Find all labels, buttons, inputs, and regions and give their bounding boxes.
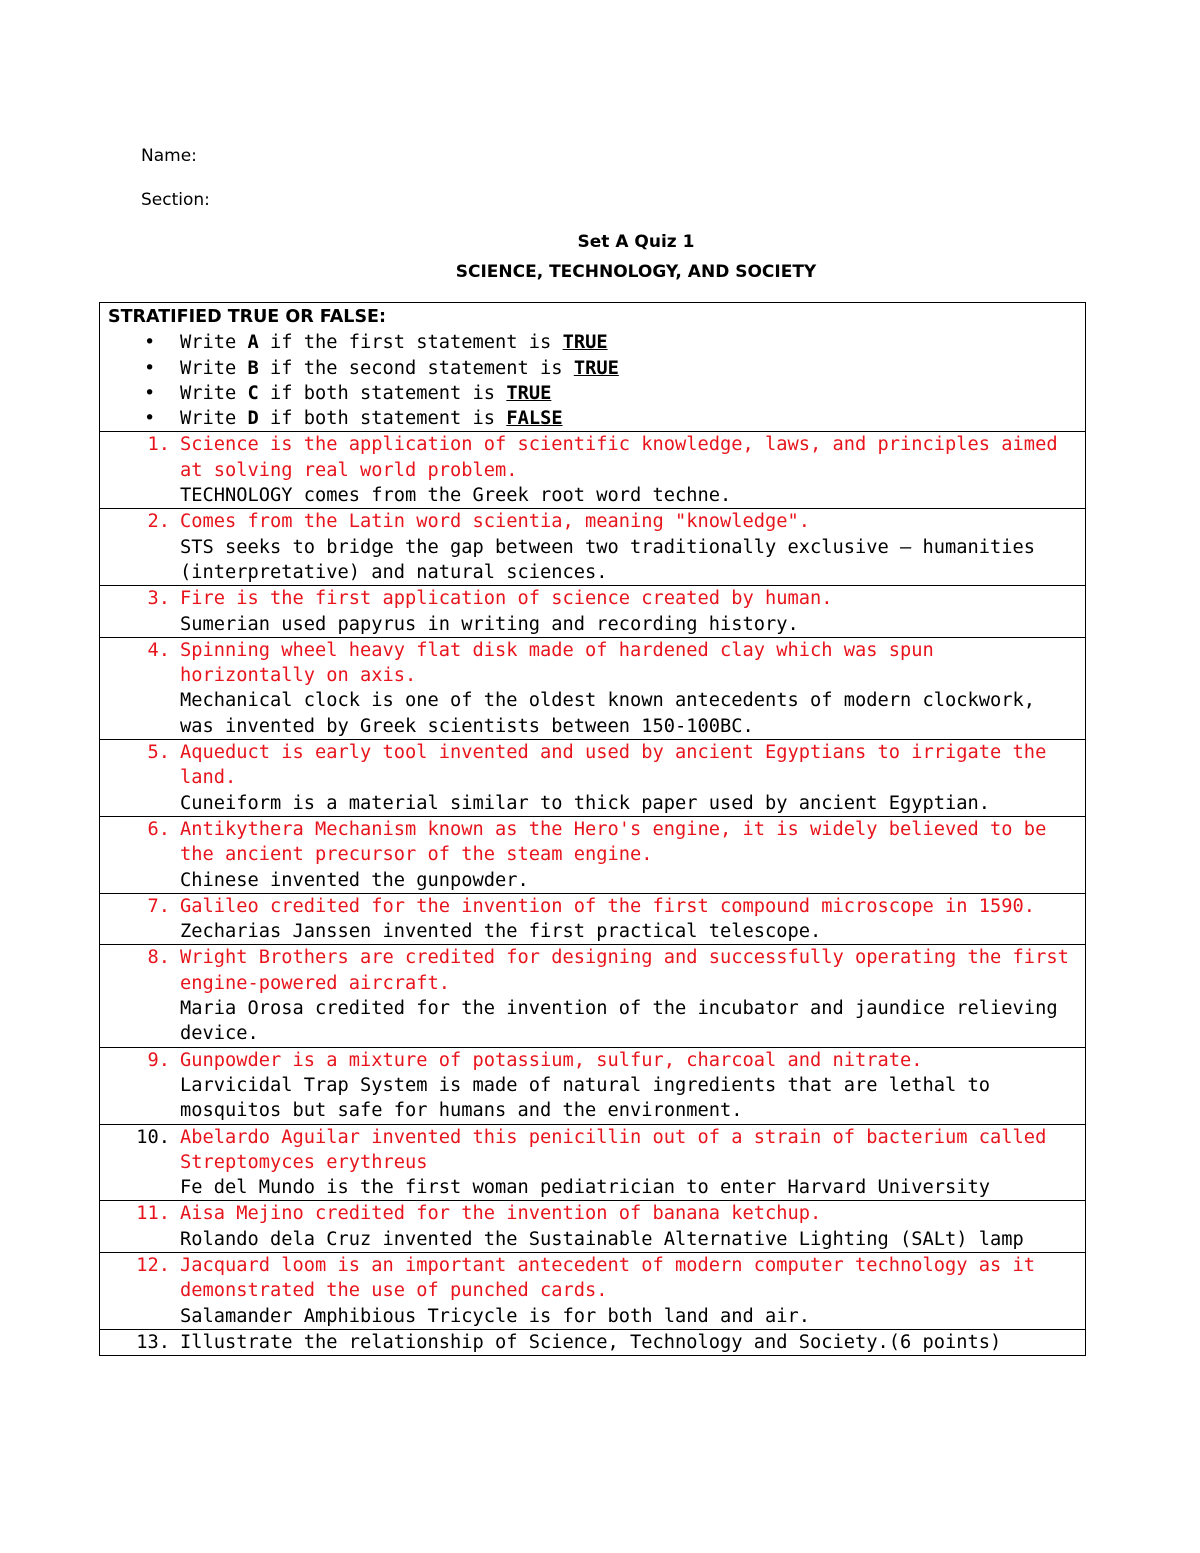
second-statement: Zecharias Janssen invented the first practical telescope. <box>180 921 822 943</box>
question-cell <box>100 893 1086 945</box>
instruction-text: if both statement is <box>258 382 507 404</box>
second-statement: Chinese invented the gunpowder. <box>180 869 529 891</box>
instruction-item <box>144 381 1079 406</box>
question-cell <box>100 1124 1086 1201</box>
question-number: 11. <box>136 1203 170 1225</box>
first-statement: Galileo credited for the invention of the first compound microscope in 1590. <box>180 895 1036 917</box>
second-statement: Cuneiform is a material similar to thick paper used by ancient Egyptian. <box>180 792 991 814</box>
instruction-text: Write <box>180 382 248 404</box>
quiz-title: Set A Quiz 1 <box>577 232 695 252</box>
question-item <box>108 432 1079 508</box>
question-cell <box>100 509 1086 586</box>
question-number: 6. <box>147 818 170 840</box>
bullet-icon: • <box>144 408 156 430</box>
instruction-keyword: TRUE <box>506 382 552 404</box>
question-number: 5. <box>147 742 170 764</box>
question-item <box>108 1125 1079 1201</box>
second-statement: Sumerian used papyrus in writing and recording history. <box>180 613 799 635</box>
question-row <box>100 509 1086 586</box>
instruction-item <box>144 356 1079 381</box>
instruction-text: Write <box>180 357 248 379</box>
question-cell <box>100 1047 1086 1124</box>
question-number: 12. <box>136 1254 170 1276</box>
question-cell <box>100 740 1086 817</box>
question-item <box>108 586 1079 637</box>
first-statement: Science is the application of scientific knowledge, laws, and principles aimed at solving real world problem. <box>180 434 1058 481</box>
second-statement: Fe del Mundo is the first woman pediatrician to enter Harvard University <box>180 1177 991 1199</box>
question-cell <box>100 1252 1086 1329</box>
instruction-keyword: TRUE <box>573 357 619 379</box>
first-statement: Aisa Mejino credited for the invention of banana ketchup. <box>180 1203 822 1225</box>
second-statement: Maria Orosa credited for the invention of the incubator and jaundice relieving device. <box>180 998 1058 1045</box>
instructions-heading: STRATIFIED TRUE OR FALSE: <box>108 307 387 327</box>
question-item <box>108 638 1079 739</box>
bullet-icon: • <box>144 382 156 404</box>
question-cell <box>100 637 1086 739</box>
question-number: 1. <box>147 434 170 456</box>
name-label: Name: <box>141 146 197 166</box>
question-item <box>108 740 1079 816</box>
second-statement: TECHNOLOGY comes from the Greek root word techne. <box>180 485 732 507</box>
instruction-item <box>144 406 1079 431</box>
question-number: 13. <box>136 1331 170 1353</box>
question-cell <box>100 586 1086 638</box>
question-number: 4. <box>147 639 170 661</box>
question-row <box>100 816 1086 893</box>
first-statement: Abelardo Aguilar invented this penicillin out of a strain of bacterium called Streptomyces erythreus <box>180 1126 1047 1173</box>
bullet-icon: • <box>144 357 156 379</box>
instructions-cell <box>100 303 1086 432</box>
question-row <box>100 586 1086 638</box>
second-statement: Larvicidal Trap System is made of natural ingredients that are lethal to mosquitos but safe for humans and the environment. <box>180 1074 991 1122</box>
second-statement: Mechanical clock is one of the oldest known antecedents of modern clockwork, was invented by Greek scientists between 150-100BC. <box>180 690 1036 737</box>
first-statement: Jacquard loom is an important antecedent of modern computer technology as it demonstrated the use of punched cards. <box>180 1254 1036 1302</box>
final-question-item <box>108 1330 1079 1355</box>
question-row <box>100 1047 1086 1124</box>
first-statement: Spinning wheel heavy flat disk made of hardened clay which was spun horizontally on axis. <box>180 639 934 687</box>
instruction-keyword: TRUE <box>562 332 608 354</box>
instruction-letter: C <box>247 382 259 404</box>
first-statement: Comes from the Latin word scientia, meaning "knowledge". <box>180 511 811 533</box>
question-number: 9. <box>147 1049 170 1071</box>
question-cell <box>100 1201 1086 1253</box>
question-number: 2. <box>147 511 170 533</box>
question-item <box>108 1048 1079 1124</box>
final-question-row <box>100 1329 1086 1355</box>
question-item <box>108 1253 1079 1329</box>
question-number: 7. <box>147 895 170 917</box>
second-statement: STS seeks to bridge the gap between two traditionally exclusive – humanities (interpretative) and natural sciences. <box>180 536 1036 583</box>
question-item <box>108 1201 1079 1252</box>
instruction-text: if both statement is <box>258 408 507 430</box>
instruction-letter: A <box>247 332 259 354</box>
question-row <box>100 1252 1086 1329</box>
instruction-letter: B <box>247 357 259 379</box>
bullet-icon: • <box>144 332 156 354</box>
question-item <box>108 817 1079 893</box>
final-question-text: Illustrate the relationship of Science, Technology and Society.(6 points) <box>180 1331 1002 1353</box>
first-statement: Gunpowder is a mixture of potassium, sulfur, charcoal and nitrate. <box>180 1049 923 1071</box>
question-row <box>100 740 1086 817</box>
question-number: 8. <box>147 947 170 969</box>
question-row <box>100 1124 1086 1201</box>
first-statement: Antikythera Mechanism known as the Hero's engine, it is widely believed to be the ancient precursor of the steam engine. <box>180 818 1047 866</box>
question-row <box>100 893 1086 945</box>
question-cell <box>100 816 1086 893</box>
question-item <box>108 509 1079 585</box>
instruction-keyword: FALSE <box>506 408 563 430</box>
first-statement: Aqueduct is early tool invented and used by ancient Egyptians to irrigate the land. <box>180 742 1047 789</box>
question-item <box>108 894 1079 945</box>
final-question-cell <box>100 1329 1086 1355</box>
instruction-letter: D <box>247 408 259 430</box>
question-cell <box>100 945 1086 1047</box>
first-statement: Fire is the first application of science created by human. <box>180 588 833 610</box>
question-number: 3. <box>147 588 170 610</box>
instruction-text: if the first statement is <box>258 332 563 354</box>
question-row <box>100 432 1086 509</box>
quiz-table <box>99 302 1086 1356</box>
question-number: 10. <box>136 1126 170 1148</box>
question-row <box>100 945 1086 1047</box>
instruction-text: if the second statement is <box>258 357 574 379</box>
instructions-row <box>100 303 1086 432</box>
question-item <box>108 945 1079 1046</box>
first-statement: Wright Brothers are credited for designing and successfully operating the first engine-powered aircraft. <box>180 947 1069 994</box>
second-statement: Salamander Amphibious Tricycle is for both land and air. <box>180 1305 811 1327</box>
instruction-text: Write <box>180 332 248 354</box>
instructions-list <box>108 330 1079 431</box>
instruction-item <box>144 330 1079 355</box>
question-row <box>100 1201 1086 1253</box>
question-row <box>100 637 1086 739</box>
section-label: Section: <box>141 190 210 210</box>
course-title: SCIENCE, TECHNOLOGY, AND SOCIETY <box>455 262 817 282</box>
second-statement: Rolando dela Cruz invented the Sustainable Alternative Lighting (SALt) lamp <box>180 1228 1024 1250</box>
question-cell <box>100 432 1086 509</box>
instruction-text: Write <box>180 408 248 430</box>
